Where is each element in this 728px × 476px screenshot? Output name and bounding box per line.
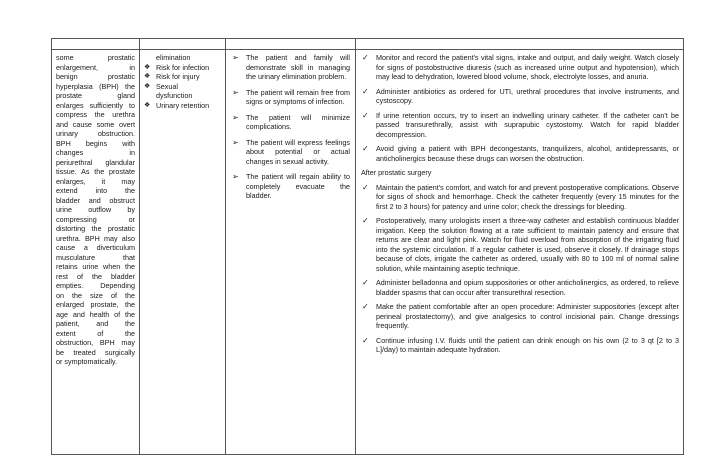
description-line: patient, and the <box>56 319 135 328</box>
intervention-item <box>361 302 679 331</box>
care-plan-table <box>51 38 684 455</box>
intervention-item <box>361 111 679 140</box>
intervention-item <box>361 53 679 82</box>
description-line: empties. Depending <box>56 281 135 290</box>
description-line: changes in <box>56 148 135 157</box>
checkmark-icon: ✓ <box>362 216 369 225</box>
intervention-text: Continue infusing I.V. fluids until the patient can drink enough on his own (2 to 3 qt [2 to 3 L]/day) to maintain adequate hydration. <box>376 335 679 354</box>
description-line: BPH begins with <box>56 138 135 148</box>
pathophysiology-column <box>56 53 135 367</box>
intervention-text: Monitor and record the patient's vital signs, intake and output, and daily weight. Watch closely for signs of postobstructive diuresis (such as increased urine output and hypotension), which may lead to dehydration, lowered blood volume, shock, electrolyte losses, and anuria. <box>376 53 679 81</box>
diagnosis-text: Risk for injury <box>156 72 200 81</box>
diagnosis-item <box>144 53 224 63</box>
checkmark-icon: ✓ <box>362 335 369 345</box>
diagnosis-item <box>144 82 224 92</box>
goal-item <box>232 88 350 107</box>
diagnosis-text: elimination <box>156 53 191 62</box>
description-line: enlarged prostate, the <box>56 300 135 309</box>
description-line: some prostatic <box>56 53 135 62</box>
diamond-bullet-icon: ❖ <box>144 101 151 109</box>
description-line: on the size of the <box>56 290 135 300</box>
arrow-bullet-icon: ➢ <box>232 137 239 147</box>
arrow-bullet-icon: ➢ <box>232 112 239 122</box>
diagnosis-item <box>144 63 224 73</box>
after-surgery-heading: After prostatic surgery <box>361 168 432 177</box>
checkmark-icon: ✓ <box>362 53 369 62</box>
interventions-column <box>361 53 679 360</box>
column-divider <box>355 39 356 454</box>
diagnosis-text: Urinary retention <box>156 100 210 110</box>
checkmark-icon: ✓ <box>362 110 369 120</box>
goal-text: The patient will remain free from signs or symptoms of infection. <box>246 87 350 106</box>
intervention-item <box>361 336 679 355</box>
description-line: benign prostatic <box>56 72 135 81</box>
arrow-bullet-icon: ➢ <box>232 87 239 97</box>
description-line: hyperplasia (BPH) the <box>56 81 135 91</box>
description-line: compress the urethra <box>56 110 135 119</box>
diagnosis-text: Sexual <box>156 81 178 91</box>
diamond-bullet-icon: ❖ <box>144 73 151 80</box>
description-line: musculature that <box>56 252 135 262</box>
description-line: obstruction, BPH may <box>56 338 135 347</box>
interventions-before-list <box>361 53 679 163</box>
description-line: cause a diverticulum <box>56 243 135 252</box>
intervention-item <box>361 216 679 273</box>
goal-item <box>232 172 350 201</box>
description-line: distorting the prostatic <box>56 224 135 233</box>
diagnosis-item <box>144 91 224 101</box>
intervention-item <box>361 278 679 297</box>
diagnosis-item <box>144 101 224 111</box>
column-divider <box>139 39 140 454</box>
goal-text: The patient will express feelings about potential or actual changes in sexual activity. <box>246 137 350 166</box>
checkmark-icon: ✓ <box>362 144 369 153</box>
arrow-bullet-icon: ➢ <box>232 53 239 62</box>
description-line: urethra. BPH may also <box>56 233 135 243</box>
goal-item <box>232 138 350 167</box>
goal-text: The patient will regain ability to completely evacuate the bladder. <box>246 172 350 200</box>
diagnosis-item <box>144 72 224 82</box>
intervention-item <box>361 87 679 106</box>
description-line: extent of the <box>56 328 135 338</box>
description-line: prostate gland <box>56 91 135 100</box>
description-line: be treated surgically <box>56 347 135 357</box>
column-divider <box>225 39 226 454</box>
goal-text: The patient will minimize complications. <box>246 112 350 131</box>
diagnosis-text: Risk for infection <box>156 62 210 72</box>
checkmark-icon: ✓ <box>362 302 369 311</box>
intervention-text: Maintain the patient's comfort, and watch for and prevent postoperative complications. Observe for signs of shock and hemorrhage. Check the catheter frequently (every 15 minutes for the first 2 to 3 hours) for patency and urine color; check the dressings for bleeding. <box>376 182 679 211</box>
description-line: enlargement, in <box>56 62 135 72</box>
description-line: tissue. As the prostate <box>56 167 135 176</box>
arrow-bullet-icon: ➢ <box>232 172 239 181</box>
description-line: retains urine when the <box>56 262 135 271</box>
description-line: urine outflow by <box>56 205 135 214</box>
description-line: bladder and obstruct <box>56 195 135 205</box>
description-line: periurethral glandular <box>56 157 135 167</box>
intervention-text: Administer antibiotics as ordered for UTI, urethral procedures that involve instruments, and cystoscopy. <box>376 86 679 105</box>
intervention-text: Make the patient comfortable after an open procedure: Administer suppositories (except after perineal prostatectomy), and give analgesics to control incisional pain. Change dressings frequently. <box>376 302 679 330</box>
intervention-item <box>361 183 679 212</box>
nursing-diagnoses-column <box>144 53 224 110</box>
expected-outcomes-column <box>232 53 350 207</box>
intervention-text: Administer belladonna and opium suppositories or other anticholinergics, as ordered, to relieve bladder spasms that can occur after transurethral resection. <box>376 278 679 297</box>
description-line: enlarges sufficiently to <box>56 100 135 110</box>
goal-item <box>232 113 350 132</box>
description-line: age and health of the <box>56 309 135 319</box>
checkmark-icon: ✓ <box>362 182 369 192</box>
intervention-text: Postoperatively, many urologists insert a three-way catheter and establish continuous bladder irrigation. Keep the solution flowing at a rate sufficient to maintain patency and ensure that returns are clear and light pink. Watch for fluid overload from absorption of the irrigating fluid into the systemic circulation. If a regular catheter is used, observe it closely. If drainage stops because of clots, irrigate the catheter as ordered, usually with 80 to 100 ml of normal saline solution, while maintaining aseptic technique. <box>376 216 679 273</box>
diamond-bullet-icon: ❖ <box>144 82 151 90</box>
description-line: urinary obstruction. <box>56 129 135 138</box>
diagnosis-text: dysfunction <box>156 91 193 100</box>
description-line: and cause some overt <box>56 119 135 129</box>
row-divider <box>52 49 683 50</box>
goal-item <box>232 53 350 82</box>
description-line: extend into the <box>56 186 135 195</box>
intervention-text: Avoid giving a patient with BPH decongestants, tranquilizers, alcohol, antidepressants, or anticholinergics because these drugs can worsen the obstruction. <box>376 144 679 163</box>
description-line: or symptomatically. <box>56 357 117 366</box>
interventions-after-list <box>361 183 679 355</box>
diamond-bullet-icon: ❖ <box>144 63 151 71</box>
checkmark-icon: ✓ <box>362 278 369 287</box>
checkmark-icon: ✓ <box>362 86 369 96</box>
description-line: rest of the bladder <box>56 271 135 281</box>
description-line: enlarges, it may <box>56 176 135 186</box>
intervention-item <box>361 144 679 163</box>
intervention-text: If urine retention occurs, try to insert an indwelling urinary catheter. If the catheter can't be passed transurethrally, assist with suprapubic cystostomy. Watch for rapid bladder decompression. <box>376 110 679 139</box>
goal-text: The patient and family will demonstrate skill in managing the urinary elimination problem. <box>246 53 350 81</box>
description-line: compressing or <box>56 214 135 224</box>
